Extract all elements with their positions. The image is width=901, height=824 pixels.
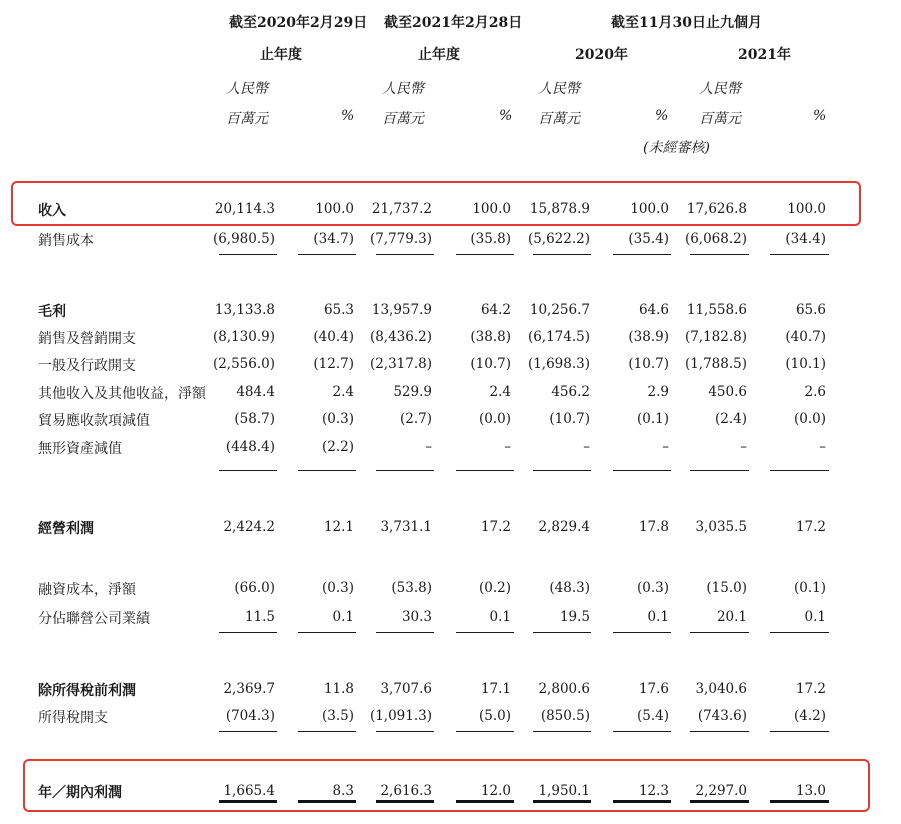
table-cell: (1,788.5) <box>684 356 747 372</box>
table-cell: (2.7) <box>399 411 432 427</box>
row-label: 年／期內利潤 <box>38 785 122 801</box>
table-cell: (58.7) <box>234 411 275 427</box>
table-cell: 2.6 <box>804 384 826 400</box>
currency-label: 人民幣 <box>382 81 424 97</box>
table-cell: (1,091.3) <box>369 708 432 724</box>
subtotal-rule <box>690 470 749 471</box>
row-label: 經營利潤 <box>38 521 94 537</box>
table-cell: (10.7) <box>549 411 590 427</box>
subtotal-rule <box>219 254 277 255</box>
table-cell: 100.0 <box>630 201 669 217</box>
table-cell: (0.0) <box>793 411 826 427</box>
table-cell: 100.0 <box>315 201 354 217</box>
table-cell: 11.8 <box>323 681 354 697</box>
table-cell: – <box>819 439 826 455</box>
row-label: 所得稅開支 <box>38 710 108 726</box>
table-cell: (35.8) <box>470 231 511 247</box>
currency-label: 百萬元 <box>699 111 741 127</box>
table-cell: 8.3 <box>332 783 354 799</box>
table-cell: (2.2) <box>321 439 354 455</box>
table-cell: 2,297.0 <box>695 783 747 799</box>
percent-label: % <box>341 108 355 124</box>
table-cell: (5.4) <box>636 708 669 724</box>
table-cell: 1,950.1 <box>538 783 590 799</box>
table-cell: 65.3 <box>323 302 354 318</box>
table-cell: 450.6 <box>708 384 747 400</box>
table-cell: (1,698.3) <box>527 356 590 372</box>
table-cell: (0.3) <box>636 580 669 596</box>
row-label: 無形資產減值 <box>38 441 122 457</box>
table-cell: 2,616.3 <box>380 783 432 799</box>
row-label: 銷售及營銷開支 <box>38 331 136 347</box>
table-cell: (38.8) <box>470 329 511 345</box>
table-cell: – <box>504 439 511 455</box>
table-cell: 10,256.7 <box>529 302 590 318</box>
table-cell: – <box>662 439 669 455</box>
table-cell: – <box>425 439 432 455</box>
subtotal-rule <box>376 470 434 471</box>
subtotal-rule <box>219 632 277 633</box>
subtotal-rule <box>770 731 829 732</box>
table-cell: (2.4) <box>714 411 747 427</box>
table-cell: (2,556.0) <box>212 356 275 372</box>
table-cell: (66.0) <box>234 580 275 596</box>
table-cell: (6,980.5) <box>212 231 275 247</box>
table-cell: 0.1 <box>489 609 511 625</box>
header-fy2021-line1: 截至2021年2月28日 <box>384 15 523 31</box>
subtotal-rule <box>456 470 514 471</box>
subtotal-rule <box>533 470 591 471</box>
table-cell: 17.6 <box>638 681 669 697</box>
subtotal-rule <box>770 470 829 471</box>
table-cell: 2,800.6 <box>538 681 590 697</box>
table-cell: (5.0) <box>478 708 511 724</box>
table-cell: 2.9 <box>647 384 669 400</box>
table-cell: (448.4) <box>225 439 275 455</box>
subtotal-rule <box>690 731 749 732</box>
table-cell: 65.6 <box>795 302 826 318</box>
table-cell: 15,878.9 <box>529 201 590 217</box>
table-cell: 17.2 <box>795 519 826 535</box>
subtotal-rule <box>376 632 434 633</box>
subtotal-rule <box>613 470 671 471</box>
percent-label: % <box>813 108 827 124</box>
highlight-profit-row <box>23 759 870 812</box>
table-cell: (34.7) <box>313 231 354 247</box>
header-nine-months-2021: 2021年 <box>738 47 791 63</box>
table-cell: 3,040.6 <box>695 681 747 697</box>
subtotal-rule <box>533 254 591 255</box>
table-cell: 2,424.2 <box>223 519 275 535</box>
table-cell: (40.4) <box>313 329 354 345</box>
table-cell: 17.1 <box>480 681 511 697</box>
table-cell: (0.3) <box>321 411 354 427</box>
row-label: 除所得稅前利潤 <box>38 683 136 699</box>
table-cell: 2,829.4 <box>538 519 590 535</box>
subtotal-rule <box>219 731 277 732</box>
table-cell: 100.0 <box>472 201 511 217</box>
header-fy2020-line1: 截至2020年2月29日 <box>229 15 368 31</box>
row-label: 銷售成本 <box>38 233 94 249</box>
subtotal-rule <box>298 254 356 255</box>
table-cell: (7,182.8) <box>684 329 747 345</box>
header-nine-months-2020: 2020年 <box>575 47 628 63</box>
table-cell: 3,731.1 <box>380 519 432 535</box>
subtotal-rule <box>298 632 356 633</box>
table-cell: 20,114.3 <box>214 201 275 217</box>
row-label: 融資成本，淨額 <box>38 582 136 598</box>
table-cell: 64.6 <box>638 302 669 318</box>
table-cell: (6,068.2) <box>684 231 747 247</box>
table-cell: (0.1) <box>793 580 826 596</box>
table-cell: (48.3) <box>549 580 590 596</box>
subtotal-rule <box>690 254 749 255</box>
table-cell: (850.5) <box>540 708 590 724</box>
table-cell: (53.8) <box>391 580 432 596</box>
table-cell: (0.3) <box>321 580 354 596</box>
table-cell: 1,665.4 <box>223 783 275 799</box>
table-cell: (0.0) <box>478 411 511 427</box>
header-nine-months: 截至11月30日止九個月 <box>611 15 762 31</box>
table-cell: 13,133.8 <box>214 302 275 318</box>
table-cell: 2.4 <box>332 384 354 400</box>
currency-label: 人民幣 <box>699 81 741 97</box>
header-fy2020-line2: 止年度 <box>260 47 302 63</box>
row-label: 毛利 <box>38 304 66 320</box>
table-cell: 30.3 <box>401 609 432 625</box>
table-cell: 17.8 <box>638 519 669 535</box>
table-cell: 0.1 <box>332 609 354 625</box>
subtotal-rule <box>456 254 514 255</box>
table-cell: 2.4 <box>489 384 511 400</box>
table-cell: – <box>583 439 590 455</box>
row-label: 貿易應收款項減值 <box>38 413 150 429</box>
table-cell: (7,779.3) <box>369 231 432 247</box>
table-cell: 11,558.6 <box>686 302 747 318</box>
table-cell: (35.4) <box>628 231 669 247</box>
table-cell: 21,737.2 <box>371 201 432 217</box>
table-cell: 12.1 <box>323 519 354 535</box>
table-cell: (10.7) <box>470 356 511 372</box>
row-label: 分佔聯營公司業績 <box>38 611 150 627</box>
table-cell: 13.0 <box>795 783 826 799</box>
percent-label: % <box>655 108 669 124</box>
table-cell: 3,035.5 <box>695 519 747 535</box>
table-cell: 3,707.6 <box>380 681 432 697</box>
currency-label: 百萬元 <box>382 111 424 127</box>
table-cell: (8,130.9) <box>212 329 275 345</box>
subtotal-rule <box>690 632 749 633</box>
table-cell: (12.7) <box>313 356 354 372</box>
percent-label: % <box>499 108 513 124</box>
header-fy2021-line2: 止年度 <box>418 47 460 63</box>
table-cell: 0.1 <box>804 609 826 625</box>
table-cell: (3.5) <box>321 708 354 724</box>
subtotal-rule <box>613 731 671 732</box>
currency-label: 人民幣 <box>226 81 268 97</box>
unaudited-label: (未經審核) <box>643 140 710 156</box>
table-cell: – <box>740 439 747 455</box>
table-cell: 64.2 <box>480 302 511 318</box>
table-cell: 100.0 <box>787 201 826 217</box>
table-cell: 456.2 <box>551 384 590 400</box>
table-cell: 17.2 <box>795 681 826 697</box>
subtotal-rule <box>298 470 356 471</box>
table-cell: 2,369.7 <box>223 681 275 697</box>
table-cell: 20.1 <box>716 609 747 625</box>
table-cell: 12.3 <box>638 783 669 799</box>
subtotal-rule <box>613 632 671 633</box>
table-cell: (38.9) <box>628 329 669 345</box>
subtotal-rule <box>298 731 356 732</box>
table-cell: (4.2) <box>793 708 826 724</box>
subtotal-rule <box>219 470 277 471</box>
table-cell: (40.7) <box>785 329 826 345</box>
table-cell: (8,436.2) <box>369 329 432 345</box>
table-cell: 19.5 <box>559 609 590 625</box>
table-cell: 17,626.8 <box>686 201 747 217</box>
highlight-revenue-row <box>11 181 861 226</box>
row-label: 收入 <box>38 203 66 219</box>
table-cell: 13,957.9 <box>371 302 432 318</box>
table-cell: (0.2) <box>478 580 511 596</box>
row-label: 一般及行政開支 <box>38 358 136 374</box>
subtotal-rule <box>613 254 671 255</box>
subtotal-rule <box>533 731 591 732</box>
table-cell: 11.5 <box>244 609 275 625</box>
subtotal-rule <box>533 632 591 633</box>
table-cell: 12.0 <box>480 783 511 799</box>
table-cell: (704.3) <box>225 708 275 724</box>
subtotal-rule <box>376 254 434 255</box>
table-cell: 0.1 <box>647 609 669 625</box>
table-cell: (10.1) <box>785 356 826 372</box>
table-cell: (10.7) <box>628 356 669 372</box>
subtotal-rule <box>376 731 434 732</box>
table-cell: (34.4) <box>785 231 826 247</box>
table-cell: 17.2 <box>480 519 511 535</box>
row-label: 其他收入及其他收益，淨額 <box>38 386 206 402</box>
table-cell: (5,622.2) <box>527 231 590 247</box>
table-cell: (743.6) <box>697 708 747 724</box>
table-cell: (6,174.5) <box>527 329 590 345</box>
currency-label: 百萬元 <box>538 111 580 127</box>
subtotal-rule <box>770 254 829 255</box>
table-cell: 529.9 <box>393 384 432 400</box>
table-cell: (2,317.8) <box>369 356 432 372</box>
subtotal-rule <box>456 632 514 633</box>
currency-label: 人民幣 <box>538 81 580 97</box>
subtotal-rule <box>770 632 829 633</box>
subtotal-rule <box>456 731 514 732</box>
currency-label: 百萬元 <box>226 111 268 127</box>
table-cell: (15.0) <box>706 580 747 596</box>
table-cell: (0.1) <box>636 411 669 427</box>
table-cell: 484.4 <box>236 384 275 400</box>
